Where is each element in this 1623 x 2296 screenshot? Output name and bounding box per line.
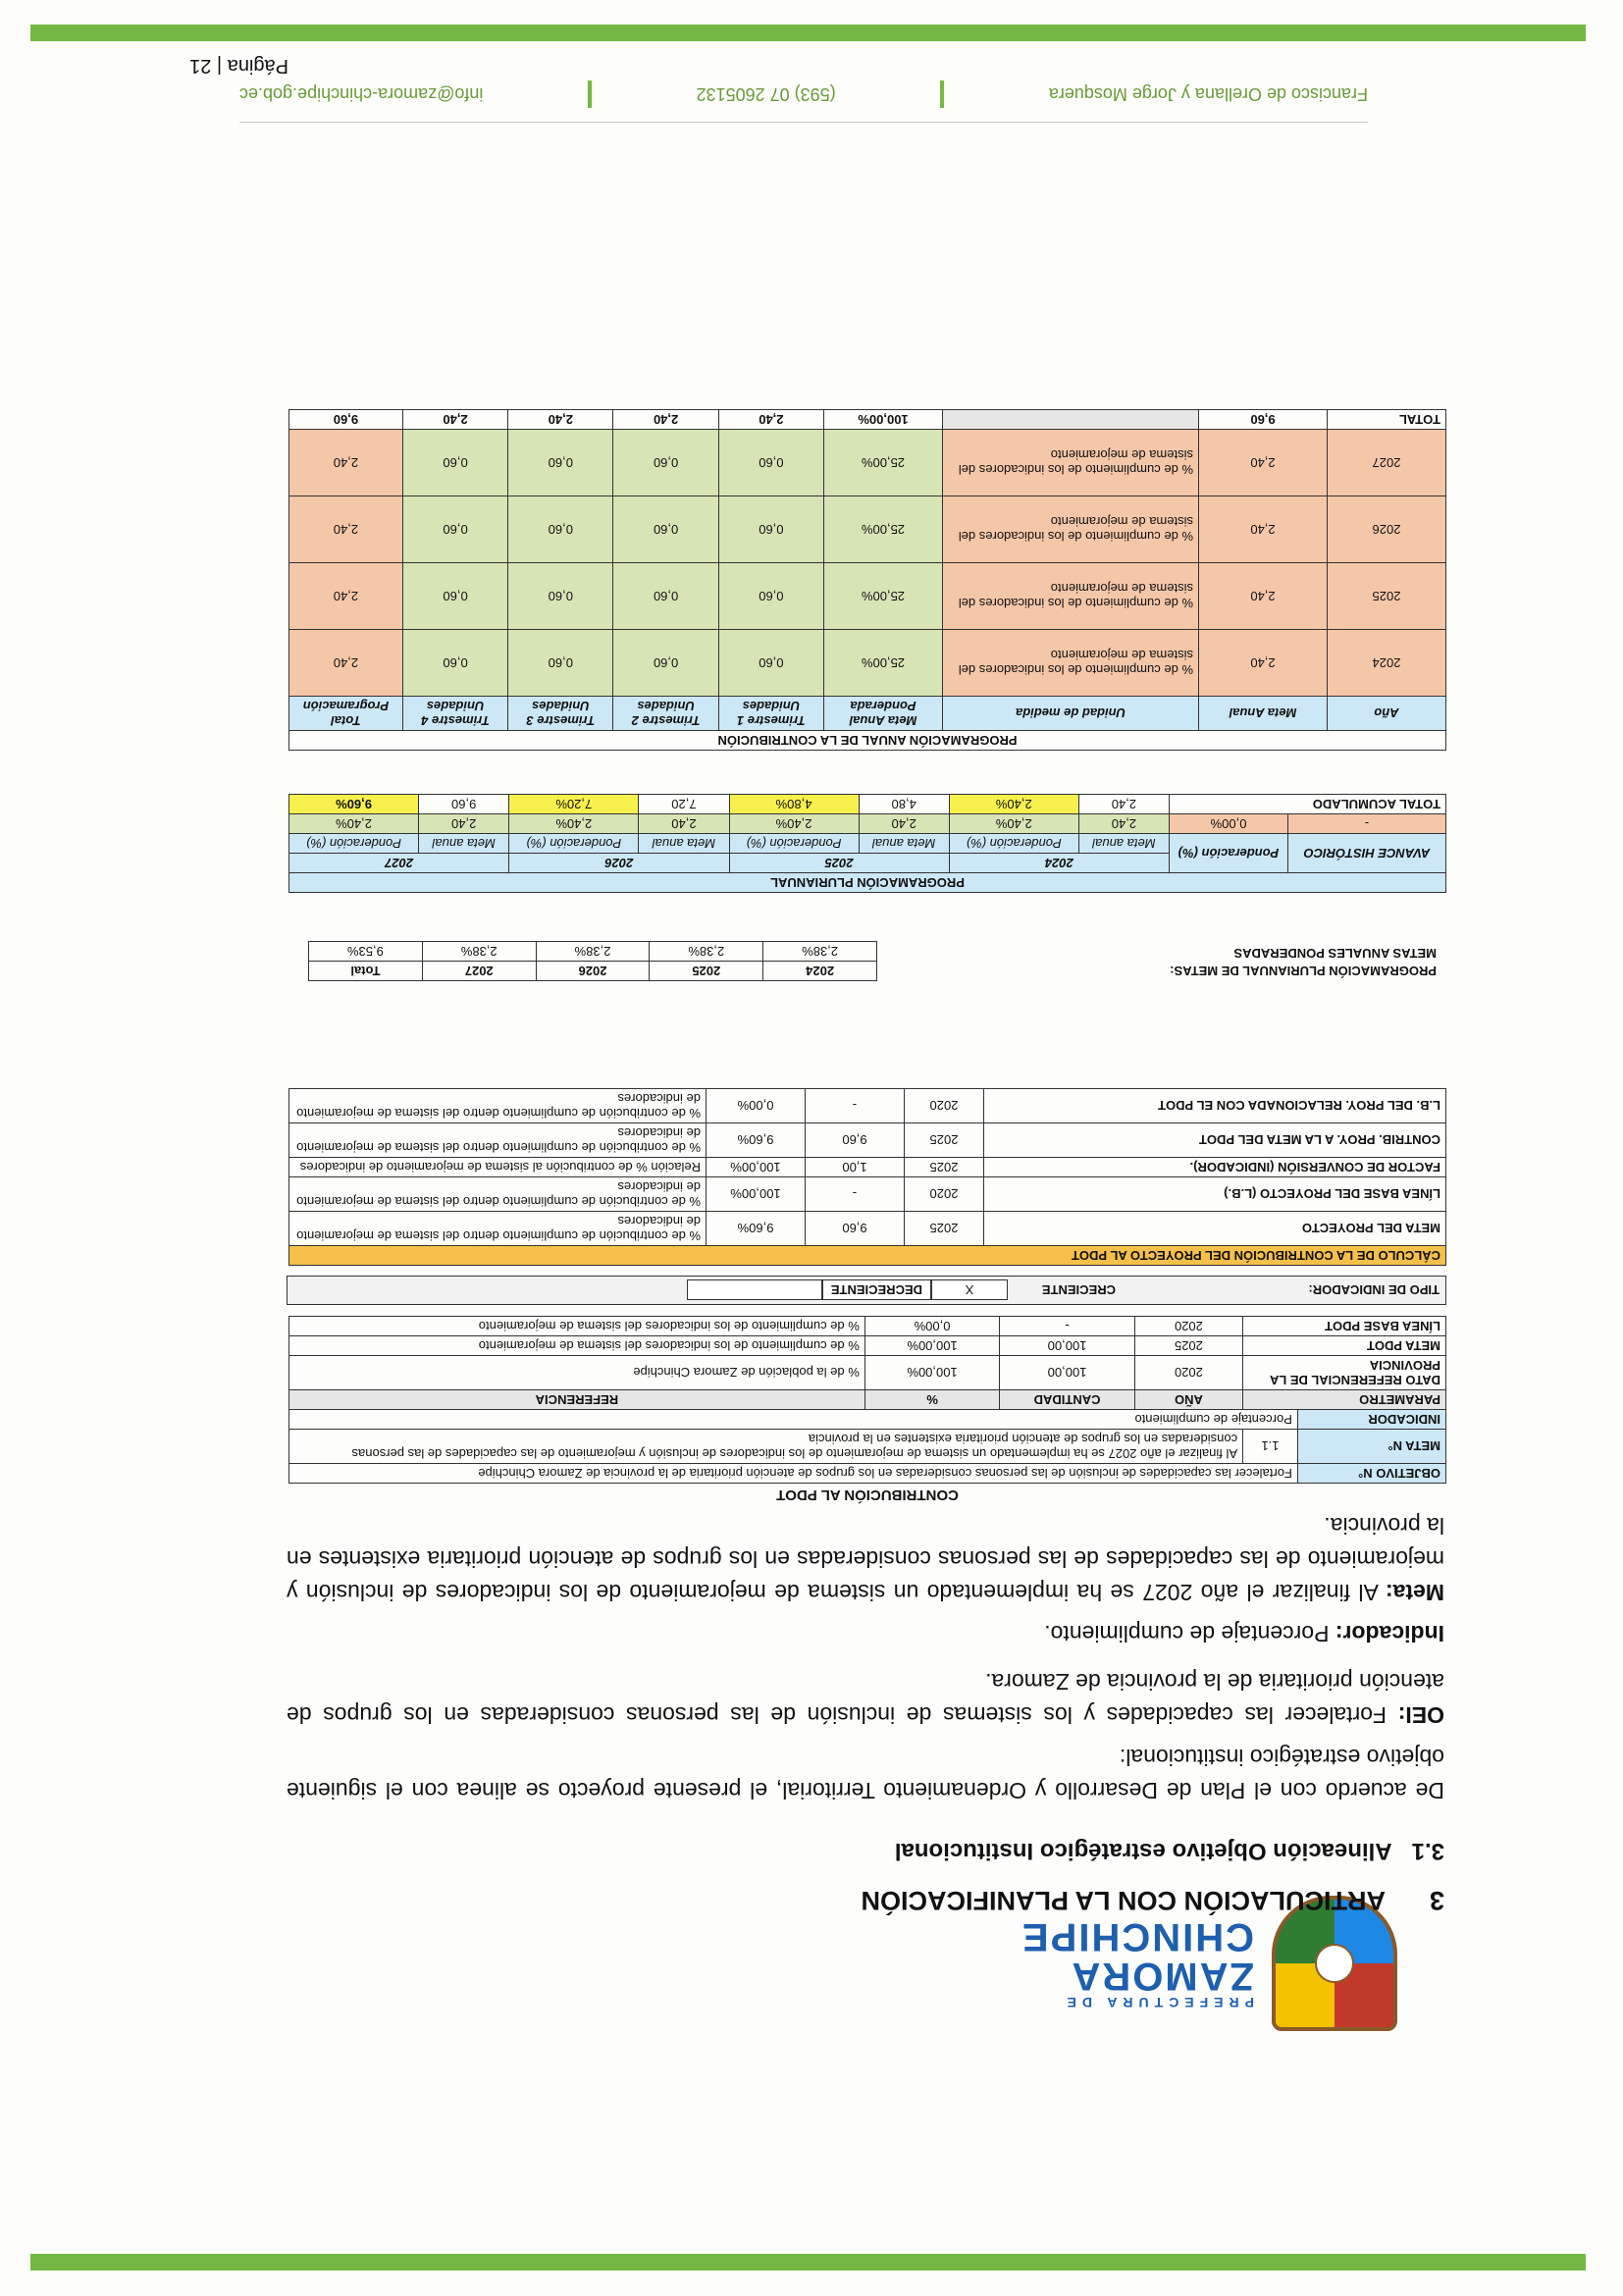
cell: - bbox=[1000, 1317, 1135, 1336]
tipo-label: TIPO DE INDICADOR: bbox=[1308, 1282, 1440, 1298]
cell: 2,40 bbox=[1078, 795, 1169, 814]
table-row bbox=[289, 563, 1446, 630]
cell: 9,53% bbox=[309, 942, 423, 962]
meta-text: Al finalizar el año 2027 se ha implementado un sistema de mejoramiento de los indicadores de inclusión y mejoramiento de las capacidades de las personas consideradas en los grupos de atención prioritaria existentes en la provincia. bbox=[287, 1513, 1444, 1605]
tipo-indicador-row bbox=[287, 1276, 1446, 1305]
year-header: 2025 bbox=[729, 854, 949, 873]
cell: 100,00 bbox=[1000, 1336, 1135, 1356]
cell: 4,80 bbox=[859, 795, 949, 814]
table-row bbox=[289, 1317, 1446, 1336]
cell: 2025 bbox=[905, 1158, 984, 1177]
cell: 0,60 bbox=[718, 496, 823, 563]
cell: 9,60 bbox=[289, 410, 403, 430]
cell: Relación % de contribución al sistema de mejoramiento de indicadores bbox=[289, 1158, 707, 1177]
avance-header: AVANCE HISTÓRICO bbox=[1288, 834, 1446, 873]
header-cantidad: CANTIDAD bbox=[1000, 1390, 1135, 1410]
cell: % de contribución de cumplimiento dentro del sistema de mejoramiento de indicadores bbox=[289, 1212, 707, 1246]
cell: 2025 bbox=[905, 1123, 984, 1158]
meta-num: 1.1 bbox=[1243, 1430, 1298, 1464]
cell: Trimestre 4 Unidades bbox=[402, 697, 507, 731]
cell: 2,40 bbox=[289, 563, 403, 630]
prog-metas-label1: PROGRAMACIÓN PLURIANUAL DE METAS: bbox=[1170, 964, 1437, 978]
cell: 0,60 bbox=[613, 496, 718, 563]
cell: 100,00% bbox=[707, 1158, 806, 1177]
cell: 100,00% bbox=[864, 1356, 1000, 1390]
cell: Ponderación (%) bbox=[509, 834, 639, 854]
cell: Meta Anual bbox=[1199, 697, 1328, 731]
calculo-table bbox=[288, 1088, 1446, 1266]
cell: 0,60 bbox=[613, 630, 718, 697]
cell: % de cumplimiento de los indicadores del sistema de mejoramiento bbox=[289, 1317, 865, 1336]
meta-num-text: Al finalizar el año 2027 se ha implementado un sistema de mejoramiento de los indicadores de inclusión y mejoramiento de las capacidades de las personas consideradas en los grupos de atención prioritaria existentes en la provincia bbox=[289, 1430, 1243, 1464]
cell: 2,40 bbox=[289, 630, 403, 697]
cell: LÍNEA BASE DEL PROYECTO (L.B.) bbox=[984, 1177, 1446, 1212]
cell: 2,40 bbox=[1078, 814, 1169, 834]
cell: 2,40 bbox=[639, 814, 729, 834]
cell: 9,60 bbox=[419, 795, 509, 814]
indicador-label: Indicador: bbox=[1335, 1621, 1444, 1646]
year-header: 2024 bbox=[949, 854, 1169, 873]
table-row bbox=[289, 1158, 1446, 1177]
cell: 2,40 bbox=[1199, 563, 1328, 630]
contrib-table bbox=[288, 1316, 1446, 1484]
cell: 0,60 bbox=[508, 496, 613, 563]
cell: 0,00% bbox=[1170, 814, 1288, 834]
cell: Meta anual bbox=[639, 834, 729, 854]
cell: % de contribución de cumplimiento dentro del sistema de mejoramiento de indicadores bbox=[289, 1123, 707, 1158]
table-row bbox=[289, 410, 1446, 430]
cell: Año bbox=[1328, 697, 1446, 731]
cell: 2,40% bbox=[949, 814, 1078, 834]
top-green-bar bbox=[30, 2254, 1586, 2270]
table-row bbox=[289, 1123, 1446, 1158]
cell: 2027 bbox=[422, 962, 536, 981]
cell: 7,20 bbox=[639, 795, 729, 814]
cell: 0,60 bbox=[508, 630, 613, 697]
plurianual-title: PROGRAMACIÓN PLURIANUAL bbox=[289, 873, 1446, 893]
cell: 9,60 bbox=[806, 1212, 905, 1246]
cell: FACTOR DE CONVERSIÓN (INDICADOR). bbox=[984, 1158, 1446, 1177]
prog-metas-label2: METAS ANUALES PONDERADAS bbox=[1233, 946, 1437, 961]
cell: 1,00 bbox=[806, 1158, 905, 1177]
cell: 0,60 bbox=[613, 563, 718, 630]
cell: 2,38% bbox=[763, 942, 877, 962]
cell: % de cumplimiento de los indicadores del sistema de mejoramiento bbox=[943, 430, 1199, 496]
cell: % de contribución de cumplimiento dentro del sistema de mejoramiento de indicadores bbox=[289, 1177, 707, 1212]
table-row bbox=[289, 814, 1446, 834]
cell: 0,00% bbox=[707, 1089, 806, 1123]
cell: 0,60 bbox=[508, 430, 613, 496]
cell: 2,40 bbox=[718, 410, 823, 430]
cell: % de cumplimiento de los indicadores del sistema de mejoramiento bbox=[943, 563, 1199, 630]
cell: 2,40 bbox=[402, 410, 507, 430]
cell: Meta Anual Ponderada bbox=[824, 697, 943, 731]
cell: 2025 bbox=[905, 1212, 984, 1246]
logo-small-text: PREFECTURA DE bbox=[1061, 1995, 1254, 2010]
avance-pond-header: Ponderación (%) bbox=[1170, 834, 1288, 873]
plurianual-table bbox=[288, 794, 1446, 893]
cell: META PDOT bbox=[1243, 1336, 1446, 1356]
cell: 100,00% bbox=[824, 410, 943, 430]
year-header: 2027 bbox=[289, 854, 509, 873]
calc-title: CÁLCULO DE LA CONTRIBUCIÓN DEL PROYECTO AL PDOT bbox=[289, 1246, 1446, 1266]
tipo-mark: X bbox=[931, 1280, 1008, 1301]
table-row bbox=[289, 1089, 1446, 1123]
cell: - bbox=[1288, 814, 1446, 834]
oei-text: Fortalecer las capacidades y los sistemas de inclusión de las personas consideradas en los grupos de atención prioritaria de la provincia de Zamora. bbox=[287, 1669, 1444, 1728]
table-row bbox=[289, 1336, 1446, 1356]
cell: CONTRIB. PROY. A LA META DEL PDOT bbox=[984, 1123, 1446, 1158]
meta-label: Meta: bbox=[1385, 1580, 1444, 1605]
tipo-decreciente: DECRECIENTE bbox=[822, 1280, 931, 1301]
table-row bbox=[289, 430, 1446, 496]
cell: 2,40 bbox=[419, 814, 509, 834]
cell: Meta anual bbox=[1078, 834, 1169, 854]
section-title: ARTICULACIÓN CON LA PLANIFICACIÓN bbox=[861, 1886, 1386, 1915]
paragraph-indicador bbox=[287, 1617, 1444, 1650]
cell: 9,60% bbox=[707, 1212, 806, 1246]
cell: 100,00% bbox=[864, 1336, 1000, 1356]
cell: Meta anual bbox=[419, 834, 509, 854]
bottom-green-bar bbox=[30, 25, 1586, 41]
cell: 2,40 bbox=[613, 410, 718, 430]
table-row bbox=[289, 496, 1446, 563]
table-row bbox=[289, 1356, 1446, 1390]
header-anio: AÑO bbox=[1134, 1390, 1242, 1410]
cell: 2026 bbox=[1328, 496, 1446, 563]
cell: 2,40% bbox=[289, 814, 419, 834]
cell: 2,38% bbox=[650, 942, 763, 962]
logo-line2: CHINCHIPE bbox=[1020, 1915, 1254, 1958]
cell: 25,00% bbox=[824, 630, 943, 697]
cell: 2025 bbox=[1328, 563, 1446, 630]
contrib-title: CONTRIBUCIÓN AL PDOT bbox=[776, 1487, 959, 1503]
cell: % de la población de Zamora Chinchipe bbox=[289, 1356, 865, 1390]
table-row bbox=[289, 630, 1446, 697]
cell: 25,00% bbox=[824, 430, 943, 496]
cell: Ponderación (%) bbox=[729, 834, 859, 854]
cell: - bbox=[806, 1089, 905, 1123]
year-header: 2026 bbox=[509, 854, 729, 873]
footer-separator bbox=[588, 80, 592, 108]
objetivo-label: OBJETIVO N° bbox=[1297, 1464, 1445, 1484]
paragraph-oei bbox=[287, 1665, 1444, 1732]
cell: Trimestre 3 Unidades bbox=[508, 697, 613, 731]
cell: 0,60 bbox=[613, 430, 718, 496]
total-acumulado-label: TOTAL ACUMULADO bbox=[1170, 795, 1446, 814]
cell: 2,40 bbox=[1199, 630, 1328, 697]
prog-metas-label bbox=[926, 944, 1437, 979]
prefectura-logo bbox=[1021, 1896, 1397, 2031]
table-row bbox=[289, 1212, 1446, 1246]
cell: DATO REFERENCIAL DE LA PROVINCIA bbox=[1243, 1356, 1446, 1390]
cell: 0,60 bbox=[402, 563, 507, 630]
cell: 9,60% bbox=[707, 1123, 806, 1158]
anual-table bbox=[288, 409, 1446, 751]
page-footer bbox=[239, 80, 1368, 123]
cell bbox=[943, 410, 1199, 430]
cell: 0,60 bbox=[718, 430, 823, 496]
subsection-title: Alineación Objetivo estratégico Institucional bbox=[894, 1838, 1392, 1864]
cell: Ponderación (%) bbox=[949, 834, 1078, 854]
cell: 2,40% bbox=[729, 814, 859, 834]
cell: 2,40 bbox=[508, 410, 613, 430]
logo-line1: ZAMORA bbox=[1070, 1955, 1254, 1998]
cell: 2025 bbox=[1134, 1336, 1242, 1356]
cell: 2026 bbox=[536, 962, 650, 981]
cell: 4,80% bbox=[729, 795, 859, 814]
header-parametro: PARAMETRO bbox=[1243, 1390, 1446, 1410]
cell: 0,60 bbox=[508, 563, 613, 630]
cell: 2020 bbox=[1134, 1317, 1242, 1336]
section-heading bbox=[862, 1885, 1444, 1915]
cell: 100,00% bbox=[707, 1177, 806, 1212]
footer-separator bbox=[940, 80, 944, 108]
cell: 2,38% bbox=[422, 942, 536, 962]
cell: 2020 bbox=[905, 1089, 984, 1123]
cell: LÍNEA BASE PDOT bbox=[1243, 1317, 1446, 1336]
indicador-cell-text: Porcentaje de cumplimiento bbox=[289, 1410, 1298, 1430]
cell: Total bbox=[309, 962, 423, 981]
cell: - bbox=[806, 1177, 905, 1212]
page-number: Página | 21 bbox=[189, 55, 288, 77]
metas-anuales-table bbox=[308, 941, 877, 981]
cell: TOTAL bbox=[1328, 410, 1446, 430]
cell: 2024 bbox=[763, 962, 877, 981]
cell: Trimestre 2 Unidades bbox=[613, 697, 718, 731]
cell: 0,60 bbox=[718, 563, 823, 630]
cell: Meta anual bbox=[859, 834, 949, 854]
header-referencia: REFERENCIA bbox=[289, 1390, 865, 1410]
cell: 7,20% bbox=[509, 795, 639, 814]
subsection-heading bbox=[895, 1837, 1444, 1864]
cell: 2,40 bbox=[1199, 430, 1328, 496]
cell: 2024 bbox=[1328, 630, 1446, 697]
section-number: 3 bbox=[1429, 1886, 1444, 1915]
indicador-cell-label: INDICADOR bbox=[1297, 1410, 1445, 1430]
cell: 2,40 bbox=[1199, 496, 1328, 563]
cell: 2025 bbox=[650, 962, 763, 981]
cell: Trimestre 1 Unidades bbox=[718, 697, 823, 731]
cell: % de cumplimiento de los indicadores del sistema de mejoramiento bbox=[943, 496, 1199, 563]
objetivo-text: Fortalecer las capacidades de inclusión de las personas consideradas en los grupos de atención prioritaria de la provincia de Zamora Chinchipe bbox=[289, 1464, 1298, 1484]
coat-of-arms-icon bbox=[1272, 1896, 1397, 2031]
cell: 25,00% bbox=[824, 563, 943, 630]
tipo-creciente: CRECIENTE bbox=[1041, 1282, 1116, 1298]
cell: % de contribución de cumplimiento dentro del sistema de mejoramiento de indicadores bbox=[289, 1089, 707, 1123]
cell: 9,60% bbox=[289, 795, 419, 814]
footer-address: Francisco de Orellana y Jorge Mosquera bbox=[1048, 84, 1368, 105]
cell: 2020 bbox=[1134, 1356, 1242, 1390]
cell: 9,60 bbox=[806, 1123, 905, 1158]
cell: 0,60 bbox=[402, 430, 507, 496]
cell: % de cumplimiento de los indicadores del sistema de mejoramiento bbox=[289, 1336, 865, 1356]
footer-email[interactable]: info@zamora-chinchipe.gob.ec bbox=[239, 84, 484, 105]
cell: 0,60 bbox=[402, 496, 507, 563]
cell: 2,40 bbox=[289, 496, 403, 563]
cell: 9,60 bbox=[1199, 410, 1328, 430]
cell: 2,40% bbox=[509, 814, 639, 834]
cell: 2,40% bbox=[949, 795, 1078, 814]
cell: META DEL PROYECTO bbox=[984, 1212, 1446, 1246]
cell: 25,00% bbox=[824, 496, 943, 563]
cell: % de cumplimiento de los indicadores del sistema de mejoramiento bbox=[943, 630, 1199, 697]
oei-label: OEI: bbox=[1397, 1702, 1444, 1728]
cell: Ponderación (%) bbox=[289, 834, 419, 854]
paragraph-intro: De acuerdo con el Plan de Desarrollo y Ordenamiento Territorial, el presente proyecto se alinea con el siguiente objetivo estratégico institucional: bbox=[287, 1745, 1444, 1803]
meta-num-label: META N° bbox=[1297, 1430, 1445, 1464]
cell: L.B. DEL PROY. RELACIONADA CON EL PDOT bbox=[984, 1089, 1446, 1123]
cell: 0,60 bbox=[718, 630, 823, 697]
anual-title: PROGRAMACIÓN ANUAL DE LA CONTRIBUCIÓN bbox=[289, 731, 1446, 751]
header-pct: % bbox=[864, 1390, 1000, 1410]
table-row bbox=[289, 795, 1446, 814]
cell: 100,00 bbox=[1000, 1356, 1135, 1390]
indicador-text: Porcentaje de cumplimiento. bbox=[1044, 1621, 1335, 1646]
cell: 2027 bbox=[1328, 430, 1446, 496]
cell: 0,00% bbox=[864, 1317, 1000, 1336]
footer-phone: (593) 07 2605132 bbox=[696, 84, 836, 105]
cell: 0,60 bbox=[402, 630, 507, 697]
subsection-number: 3.1 bbox=[1411, 1838, 1444, 1864]
cell: 2,40 bbox=[289, 430, 403, 496]
paragraph-meta bbox=[287, 1509, 1444, 1609]
cell: 2020 bbox=[905, 1177, 984, 1212]
cell: Total Programación bbox=[289, 697, 403, 731]
table-row bbox=[289, 1177, 1446, 1212]
cell: 2,38% bbox=[536, 942, 650, 962]
cell: 2,40 bbox=[859, 814, 949, 834]
cell: Unidad de medida bbox=[943, 697, 1199, 731]
